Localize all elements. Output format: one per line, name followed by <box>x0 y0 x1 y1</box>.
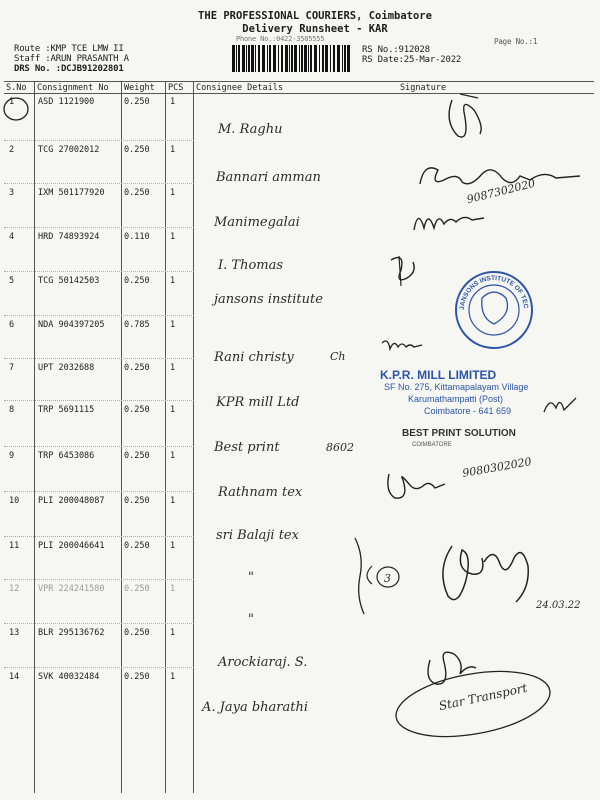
row-divider <box>4 536 194 537</box>
runsheet-title: Delivery Runsheet - KAR <box>242 23 388 35</box>
consignee-12-ditto: " <box>248 612 254 627</box>
row-divider <box>4 315 194 316</box>
consignee-3: Manimegalai <box>214 215 300 230</box>
phone-number: Phone No.:0422-3505555 <box>236 35 325 43</box>
row-pcs: 1 <box>170 232 176 242</box>
row-sno: 11 <box>9 541 20 551</box>
col-header-consignment: Consignment No <box>37 83 109 93</box>
row-divider <box>4 140 194 141</box>
row-pcs: 1 <box>170 672 176 682</box>
signature-row6 <box>378 335 428 357</box>
col-header-weight: Weight <box>124 83 155 93</box>
row-divider <box>4 183 194 184</box>
row-sno: 5 <box>9 276 15 286</box>
row-consignment-no: TRP 5691115 <box>38 405 95 415</box>
consignee-7: KPR mill Ltd <box>216 395 300 410</box>
row-divider <box>4 491 194 492</box>
row-divider <box>4 227 194 228</box>
page-number: Page No.:1 <box>494 37 538 46</box>
bracket-number: 3 <box>384 572 391 585</box>
best-print-stamp-sub: COIMBATORE <box>412 442 452 448</box>
phone-handwritten-2: 9080302020 <box>461 455 533 480</box>
row-sno: 8 <box>9 405 15 415</box>
col-header-signature: Signature <box>400 83 447 93</box>
row-weight: 0.250 <box>124 97 150 107</box>
row-sno: 2 <box>9 145 15 155</box>
row-divider <box>4 579 194 580</box>
row-pcs: 1 <box>170 188 176 198</box>
row-divider <box>4 623 194 624</box>
row-consignment-no: BLR 295136762 <box>38 628 105 638</box>
row-consignment-no: PLI 200048087 <box>38 496 105 506</box>
row-consignment-no: TCG 27002012 <box>38 145 100 155</box>
row-divider <box>4 358 194 359</box>
rs-date: RS Date:25-Mar-2022 <box>362 55 462 65</box>
row-sno: 12 <box>9 584 20 594</box>
signature-row1 <box>440 92 500 144</box>
consignee-1: M. Raghu <box>218 122 283 137</box>
star-transport-text: Star Transport <box>437 680 529 714</box>
row-pcs: 1 <box>170 363 176 373</box>
row-weight: 0.250 <box>124 405 150 415</box>
col-header-pcs: PCS <box>168 83 184 93</box>
row-sno: 14 <box>9 672 20 682</box>
kpr-stamp-addr2: Karumathampatti (Post) <box>408 394 504 404</box>
row-weight: 0.250 <box>124 496 150 506</box>
best-print-note: 8602 <box>326 441 354 454</box>
row-sno: 3 <box>9 188 15 198</box>
row-weight: 0.250 <box>124 363 150 373</box>
row-sno: 9 <box>9 451 15 461</box>
row-consignment-no: ASD 1121900 <box>38 97 95 107</box>
row-divider <box>4 667 194 668</box>
signature-row4 <box>385 250 425 290</box>
consignee-6: Rani christy <box>214 350 294 365</box>
row-divider <box>4 400 194 401</box>
col-header-sno: S.No <box>6 83 27 93</box>
row-weight: 0.250 <box>124 628 150 638</box>
row-pcs: 1 <box>170 145 176 155</box>
row-weight: 0.250 <box>124 672 150 682</box>
row-weight: 0.785 <box>124 320 150 330</box>
consignee-2: Bannari amman <box>216 170 321 185</box>
row-consignment-no: TCG 50142503 <box>38 276 100 286</box>
kpr-stamp-name: K.P.R. MILL LIMITED <box>380 368 497 382</box>
row-pcs: 1 <box>170 276 176 286</box>
route-label: Route :KMP TCE LMW II <box>14 44 124 54</box>
row-weight: 0.250 <box>124 451 150 461</box>
kpr-stamp-addr3: Coimbatore - 641 659 <box>424 406 512 416</box>
consignee-14: A. Jaya bharathi <box>202 700 309 715</box>
signature-row11 <box>432 540 542 612</box>
row-pcs: 1 <box>170 451 176 461</box>
row-consignment-no: NDA 904397205 <box>38 320 105 330</box>
row-divider <box>4 446 194 447</box>
row-pcs: 1 <box>170 405 176 415</box>
row-consignment-no: PLI 200046641 <box>38 541 105 551</box>
row-divider <box>4 271 194 272</box>
bracket-mark <box>350 536 410 616</box>
rs-number: RS No.:912028 <box>362 45 430 55</box>
consignee-9: Rathnam tex <box>218 485 303 500</box>
row-sno: 13 <box>9 628 20 638</box>
row-sno: 4 <box>9 232 15 242</box>
row-consignment-no: UPT 2032688 <box>38 363 95 373</box>
signature-row9 <box>383 470 453 504</box>
row-weight: 0.250 <box>124 541 150 551</box>
row-consignment-no: TRP 6453086 <box>38 451 95 461</box>
kpr-stamp-addr1: SF No. 275, Kittamapalayam Village <box>384 382 529 392</box>
circle-mark <box>2 96 32 122</box>
row-pcs: 1 <box>170 541 176 551</box>
row-pcs: 1 <box>170 628 176 638</box>
staff-label: Staff :ARUN PRASANTH A <box>14 54 129 64</box>
consignee-13: Arockiaraj. S. <box>218 655 308 670</box>
row7-note: Ch <box>330 350 346 363</box>
jansons-seal <box>449 263 536 352</box>
row-sno: 1 <box>9 97 15 107</box>
phone-handwritten-1: 9087302020 <box>465 176 537 207</box>
svg-text:JANSONS INSTITUTE OF TECHNOLOG: JANSONS INSTITUTE OF TECHNOLOGY <box>449 263 530 311</box>
consignee-10: sri Balaji tex <box>216 528 299 543</box>
company-title: THE PROFESSIONAL COURIERS, Coimbatore <box>198 10 432 22</box>
row-consignment-no: HRD 74893924 <box>38 232 100 242</box>
row-weight: 0.250 <box>124 584 150 594</box>
row-sno: 7 <box>9 363 15 373</box>
signature-row8 <box>540 392 580 416</box>
consignee-4: I. Thomas <box>218 258 284 273</box>
barcode <box>230 44 354 73</box>
col-header-consignee: Consignee Details <box>196 83 283 93</box>
row-pcs: 1 <box>170 97 176 107</box>
date-handwritten: 24.03.22 <box>536 600 581 611</box>
row-pcs: 1 <box>170 584 176 594</box>
row-consignment-no: IXM 501177920 <box>38 188 105 198</box>
row-weight: 0.250 <box>124 188 150 198</box>
row-weight: 0.250 <box>124 276 150 286</box>
drs-number: DRS No. :DCJB91202801 <box>14 64 124 74</box>
consignee-5: jansons institute <box>214 292 323 307</box>
row-consignment-no: VPR 224241580 <box>38 584 105 594</box>
consignee-8: Best print <box>214 440 280 455</box>
row-weight: 0.250 <box>124 145 150 155</box>
row-sno: 10 <box>9 496 20 506</box>
row-pcs: 1 <box>170 496 176 506</box>
row-pcs: 1 <box>170 320 176 330</box>
consignee-11-ditto: " <box>248 570 254 585</box>
best-print-stamp: BEST PRINT SOLUTION <box>402 428 516 439</box>
row-sno: 6 <box>9 320 15 330</box>
row-weight: 0.110 <box>124 232 150 242</box>
row-consignment-no: SVK 40032484 <box>38 672 100 682</box>
